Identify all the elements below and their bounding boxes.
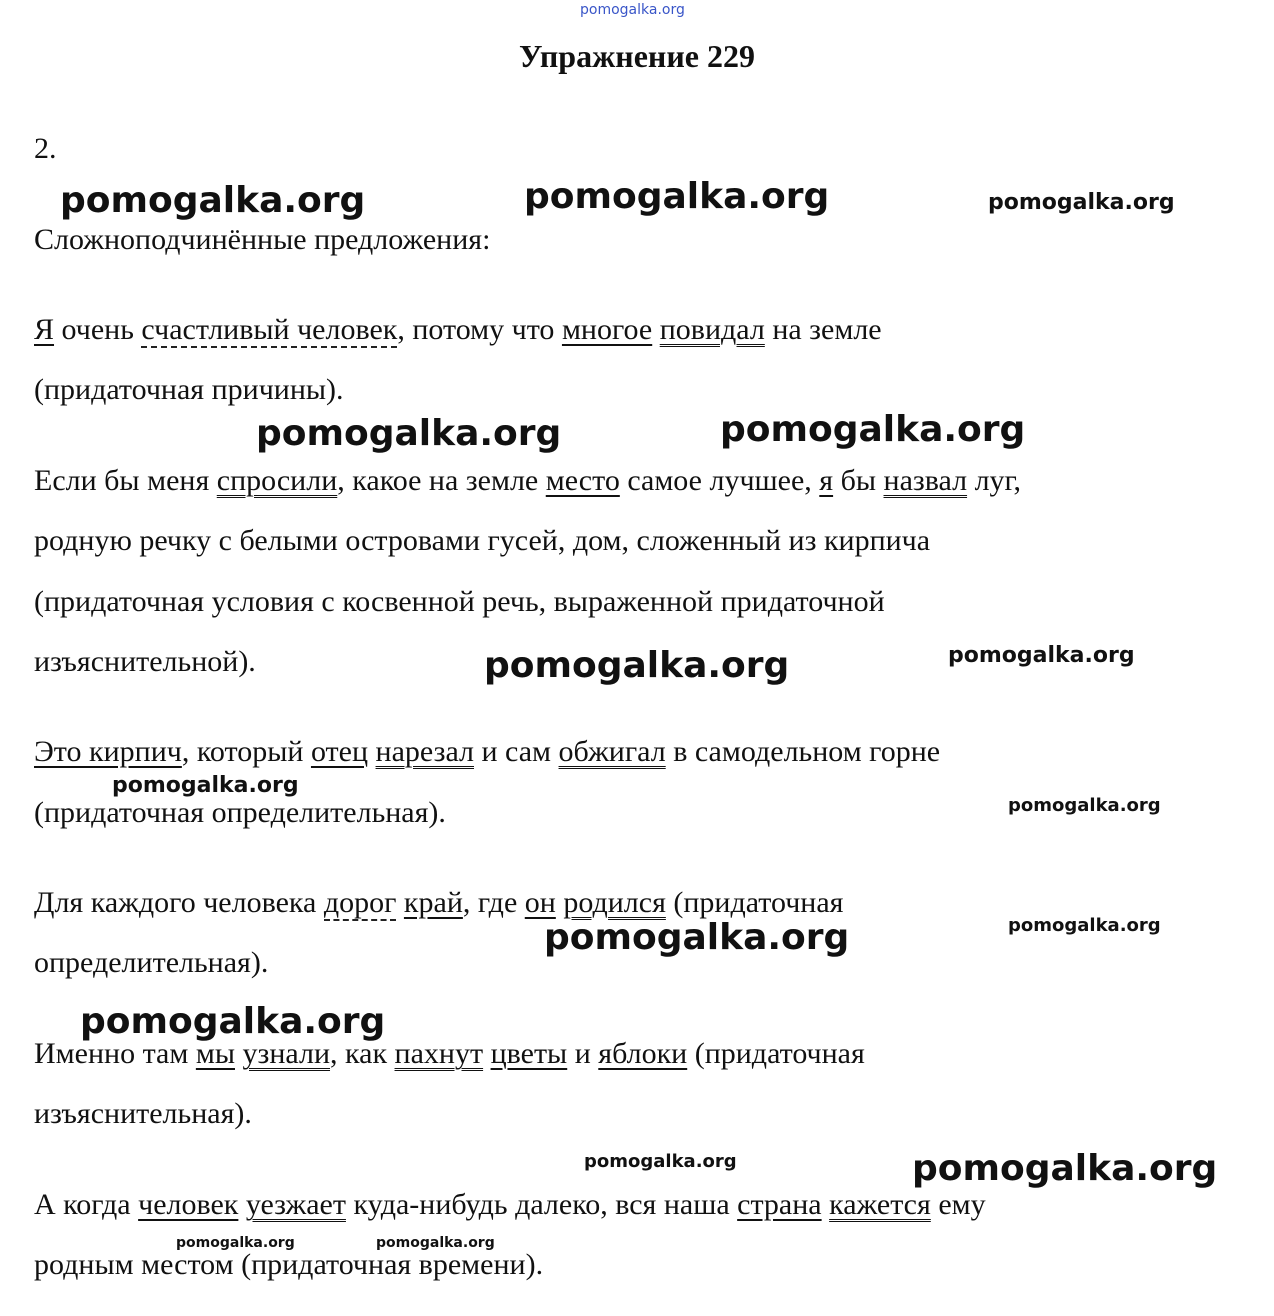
predicate: кажется bbox=[829, 1188, 931, 1221]
subject: место bbox=[545, 464, 620, 497]
watermark: pomogalka.org bbox=[1008, 915, 1161, 936]
sentence-1-line-2: (придаточная причины). bbox=[34, 373, 344, 406]
sentence-4-line-2: определительная). bbox=[34, 946, 269, 979]
predicate: обжигал bbox=[558, 735, 666, 768]
watermark: pomogalka.org bbox=[60, 180, 366, 221]
subject: отец bbox=[310, 735, 369, 768]
text-fragment: бы bbox=[833, 464, 884, 497]
watermark: pomogalka.org bbox=[112, 773, 299, 798]
text-fragment: ему bbox=[930, 1188, 986, 1221]
text-fragment bbox=[483, 1037, 491, 1070]
text-fragment: очень bbox=[54, 313, 142, 346]
text-fragment: и bbox=[567, 1037, 599, 1070]
text-fragment: луг, bbox=[967, 464, 1021, 497]
text-fragment bbox=[368, 735, 376, 768]
text-fragment: в самодельном горне bbox=[665, 735, 941, 768]
sentence-1-line-1 bbox=[34, 312, 882, 348]
text-fragment bbox=[822, 1188, 830, 1221]
predicate: уезжает bbox=[245, 1188, 346, 1221]
sentence-2-line-3: (придаточная условия с косвенной речь, выраженной придаточной bbox=[34, 585, 885, 618]
subject: многое bbox=[561, 313, 653, 346]
text-fragment: (придаточная bbox=[687, 1037, 865, 1070]
text-fragment: Именно там bbox=[34, 1037, 196, 1070]
text-fragment bbox=[235, 1037, 243, 1070]
predicate-nominal: дорог bbox=[323, 886, 397, 919]
page-title: Упражнение 229 bbox=[518, 38, 755, 74]
watermark: pomogalka.org bbox=[256, 413, 562, 454]
text-fragment: А когда bbox=[34, 1188, 139, 1221]
subject: человек bbox=[138, 1188, 239, 1221]
text-fragment: куда-нибудь далеко, вся наша bbox=[345, 1188, 738, 1221]
task-number: 2. bbox=[34, 132, 57, 165]
watermark: pomogalka.org bbox=[948, 643, 1135, 668]
section-heading: Сложноподчинённые предложения: bbox=[34, 223, 491, 256]
predicate: нарезал bbox=[375, 735, 474, 768]
text-fragment: (придаточная bbox=[665, 886, 844, 919]
sentence-3-line-2: (придаточная определительная). bbox=[34, 796, 446, 829]
watermark: pomogalka.org bbox=[176, 1235, 295, 1251]
predicate: родился bbox=[563, 886, 666, 919]
text-fragment: , как bbox=[330, 1037, 395, 1070]
top-watermark: pomogalka.org bbox=[580, 2, 685, 18]
sentence-2-line-2: родную речку с белыми островами гусей, дом, сложенный из кирпича bbox=[34, 524, 931, 557]
sentence-2-line-1 bbox=[34, 463, 1021, 499]
text-fragment bbox=[396, 886, 404, 919]
text-fragment bbox=[652, 313, 660, 346]
text-fragment: Для каждого человека bbox=[34, 886, 324, 919]
sentence-6-line-1 bbox=[34, 1187, 986, 1223]
watermark: pomogalka.org bbox=[524, 176, 830, 217]
text-fragment bbox=[238, 1188, 246, 1221]
predicate: назвал bbox=[883, 464, 968, 497]
text-fragment: самое лучшее, bbox=[619, 464, 820, 497]
watermark: pomogalka.org bbox=[912, 1148, 1218, 1189]
watermark: pomogalka.org bbox=[1008, 795, 1161, 816]
predicate: спросили bbox=[216, 464, 338, 497]
subject: мы bbox=[195, 1037, 235, 1070]
subject: Я bbox=[34, 313, 55, 346]
subject: он bbox=[524, 886, 556, 919]
sentence-5-line-1 bbox=[34, 1036, 865, 1072]
watermark: pomogalka.org bbox=[720, 409, 1026, 450]
text-fragment: , какое на земле bbox=[337, 464, 546, 497]
sentence-3-line-1 bbox=[34, 734, 940, 770]
predicate-nominal: счастливый человек bbox=[141, 313, 398, 346]
watermark: pomogalka.org bbox=[988, 190, 1175, 215]
predicate: повидал bbox=[659, 313, 765, 346]
watermark: pomogalka.org bbox=[376, 1235, 495, 1251]
subject: яблоки bbox=[598, 1037, 688, 1070]
text-fragment: на земле bbox=[764, 313, 882, 346]
text-fragment: , потому что bbox=[397, 313, 562, 346]
sentence-6-line-2: родным местом (придаточная времени). bbox=[34, 1248, 544, 1281]
watermark: pomogalka.org bbox=[80, 1001, 386, 1042]
subject: Это кирпич bbox=[34, 735, 182, 768]
sentence-5-line-2: изъяснительная). bbox=[34, 1097, 252, 1130]
sentence-2-line-4: изъяснительной). bbox=[34, 645, 256, 678]
watermark: pomogalka.org bbox=[584, 1151, 737, 1172]
watermark: pomogalka.org bbox=[544, 917, 850, 958]
predicate: узнали bbox=[242, 1037, 331, 1070]
watermark: pomogalka.org bbox=[484, 645, 790, 686]
subject: край bbox=[403, 886, 463, 919]
text-fragment: , где bbox=[462, 886, 525, 919]
predicate: пахнут bbox=[394, 1037, 484, 1070]
text-fragment: , который bbox=[181, 735, 311, 768]
subject: цветы bbox=[490, 1037, 568, 1070]
sentence-4-line-1 bbox=[34, 885, 843, 921]
subject: страна bbox=[737, 1188, 822, 1221]
text-fragment: Если бы меня bbox=[34, 464, 217, 497]
text-fragment: и сам bbox=[474, 735, 559, 768]
subject: я bbox=[819, 464, 834, 497]
